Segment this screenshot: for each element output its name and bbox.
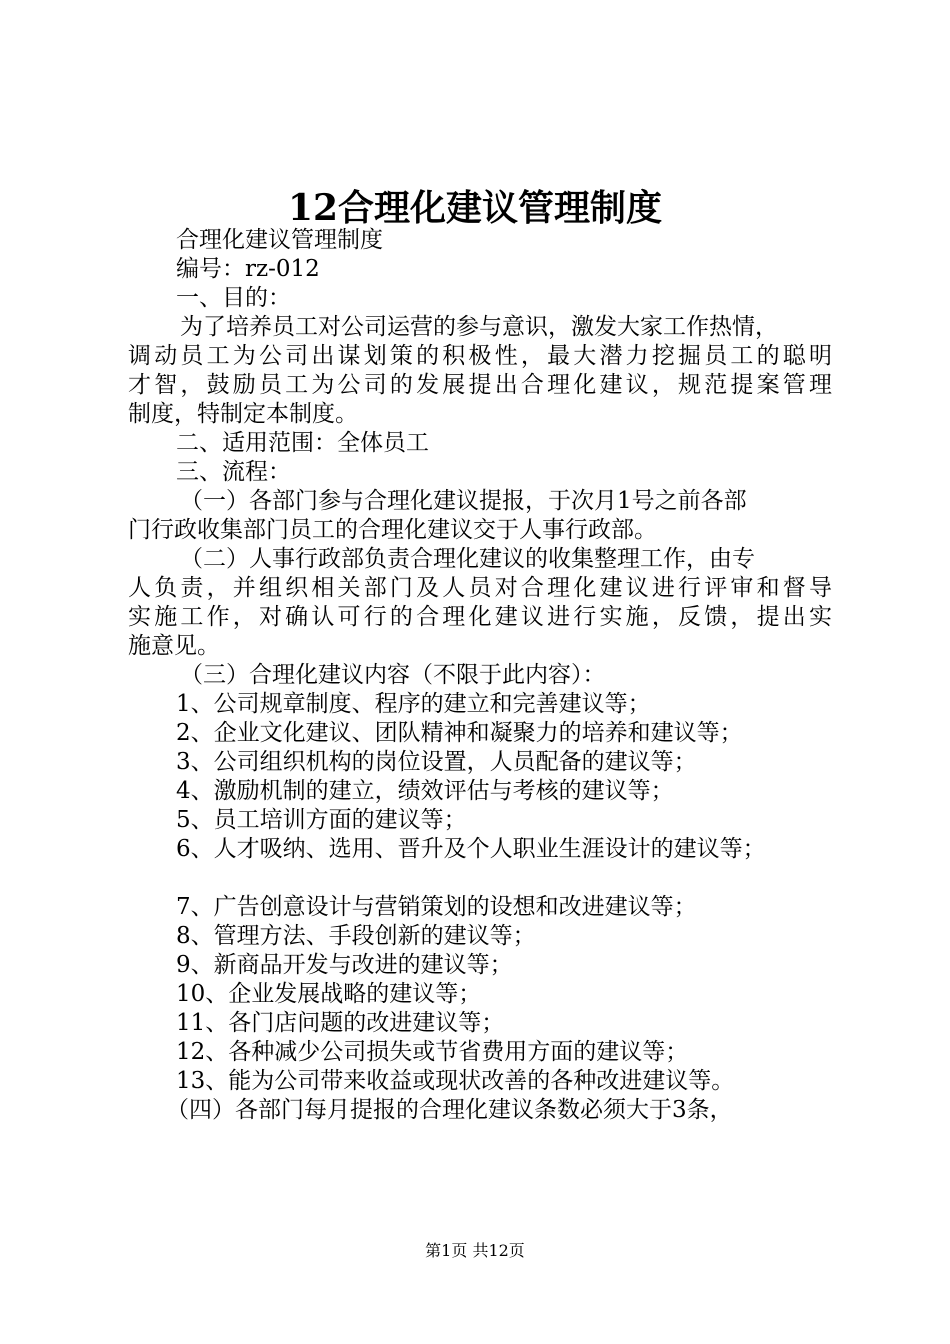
list-item: 7、广告创意设计与营销策划的设想和改进建议等； <box>176 894 697 920</box>
paragraph-line: 人负责，并组织相关部门及人员对合理化建议进行评审和督导 <box>128 575 832 601</box>
paragraph-line: 施意见。 <box>128 633 220 659</box>
list-item: 8、管理方法、手段创新的建议等； <box>176 923 536 949</box>
list-item: 11、各门店问题的改进建议等； <box>176 1010 505 1036</box>
paragraph-line: 实施工作，对确认可行的合理化建议进行实施，反馈，提出实 <box>128 604 832 630</box>
list-item: 13、能为公司带来收益或现状改善的各种改进建议等。 <box>176 1068 735 1094</box>
paragraph-line: 门行政收集部门员工的合理化建议交于人事行政部。 <box>128 517 657 543</box>
list-item: 5、员工培训方面的建议等； <box>176 807 467 833</box>
list-item: 10、企业发展战略的建议等； <box>176 981 482 1007</box>
document-body <box>128 226 832 1125</box>
document-title: 12合理化建议管理制度 <box>287 187 663 229</box>
paragraph-line: （二）人事行政部负责合理化建议的收集整理工作，由专 <box>180 546 755 572</box>
subtitle-line: 合理化建议管理制度 <box>176 227 383 253</box>
list-item: 3、公司组织机构的岗位设置，人员配备的建议等； <box>176 749 697 775</box>
section-heading-purpose: 一、目的： <box>176 285 291 311</box>
section-heading-process: 三、流程： <box>176 459 291 485</box>
paragraph-line: （一）各部门参与合理化建议提报，于次月1号之前各部 <box>180 488 747 514</box>
list-item: 4、激励机制的建立，绩效评估与考核的建议等； <box>176 778 674 804</box>
subsection-heading: （四）各部门每月提报的合理化建议条数必须大于3条， <box>166 1097 733 1123</box>
paragraph-line: 制度，特制定本制度。 <box>128 401 358 427</box>
list-item: 12、各种减少公司损失或节省费用方面的建议等； <box>176 1039 689 1065</box>
page-indicator: 第1页 共12页 <box>425 1241 525 1260</box>
paragraph-line: 为了培养员工对公司运营的参与意识，激发大家工作热情， <box>180 314 778 340</box>
paragraph-line: 才智，鼓励员工为公司的发展提出合理化建议，规范提案管理 <box>128 372 832 398</box>
section-heading-scope: 二、适用范围：全体员工 <box>176 430 429 456</box>
list-item: 6、人才吸纳、选用、晋升及个人职业生涯设计的建议等； <box>176 836 766 862</box>
paragraph-line: 调动员工为公司出谋划策的积极性，最大潜力挖掘员工的聪明 <box>128 343 832 369</box>
list-item: 1、公司规章制度、程序的建立和完善建议等； <box>176 691 651 717</box>
subsection-heading: （三）合理化建议内容（不限于此内容）： <box>180 662 606 688</box>
list-item: 2、企业文化建议、团队精神和凝聚力的培养和建议等； <box>176 720 743 746</box>
document-number: 编号：rz-012 <box>176 256 320 282</box>
blank-line <box>128 864 832 893</box>
list-item: 9、新商品开发与改进的建议等； <box>176 952 513 978</box>
